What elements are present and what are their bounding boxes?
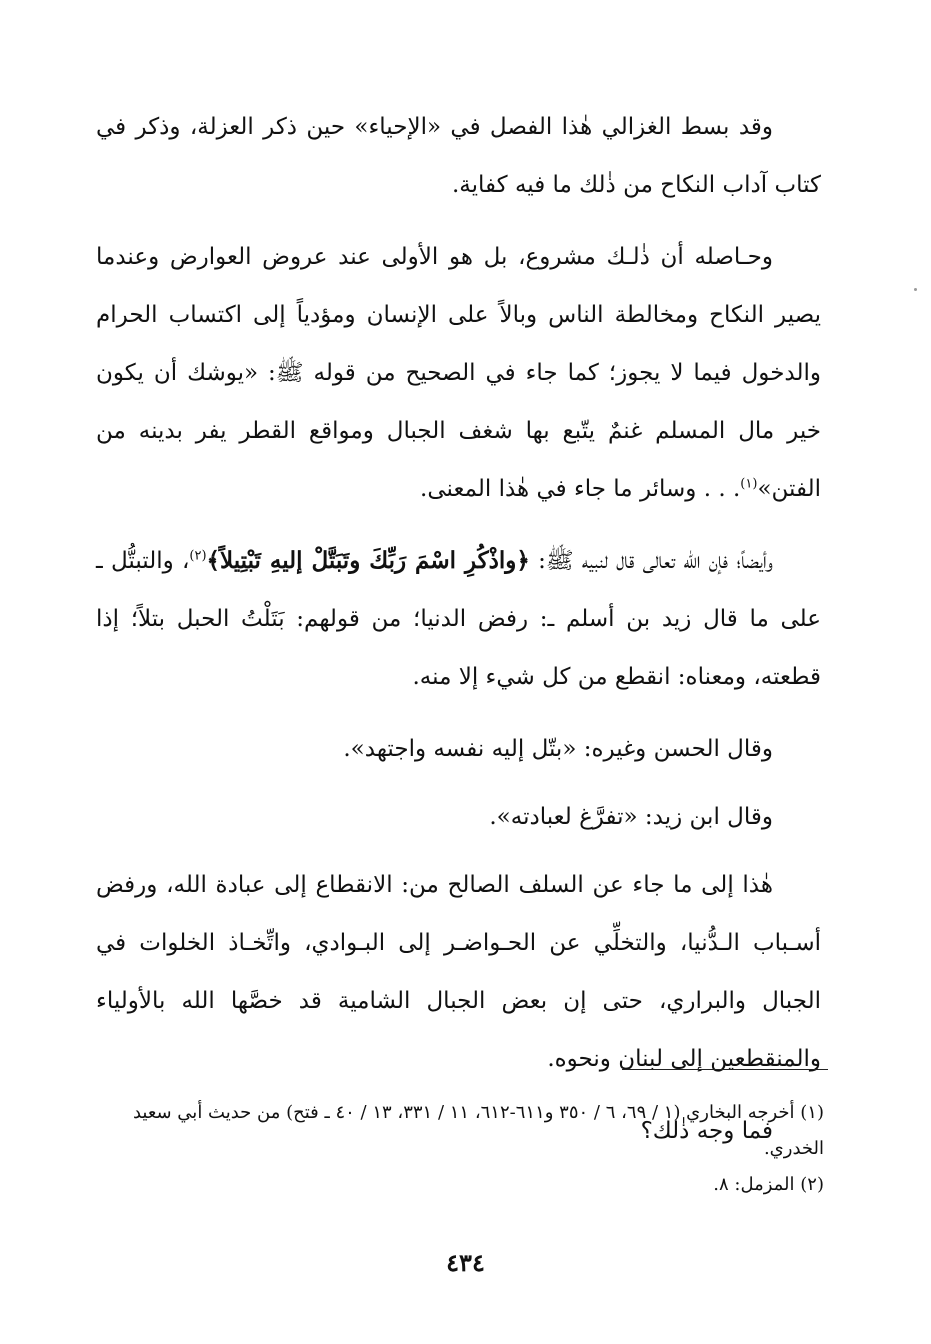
paragraph-3-tail: ، والتبتُّل ـ على ما قال زيد بن أسلم ـ: رفض الدنيا؛ من قولهم: بَتَلْتُ الحبل بتلاً؛ إذا قطعته، ومعناه: انقطع من كل شيء إلا منه. (96, 548, 821, 690)
paragraph-3 (96, 532, 821, 706)
main-text (96, 98, 821, 1174)
paragraph-1: وقد بسط الغزالي هٰذا الفصل في «الإحياء» حين ذكر العزلة، وذكر في كتاب آداب النكاح من ذٰلك ما فيه كفاية. (96, 114, 821, 198)
paragraph-2-body: وحـاصله أن ذٰلـك مشروع، بل هو الأولى عند عروض العوارض وعندما يصير النكاح ومخالطة الناس وبالاً على الإنسان ومؤدياً إلى اكتساب الحرام والدخول فيما لا يجوز؛ كما جاء في الصحيح من قوله ﷺ: «يوشك أن يكون خير مال المسلم غنمٌ يتّبع بها شغف الجبال ومواقع القطر يفر بدينه من الفتن» (96, 244, 821, 502)
paragraph-4: وقال الحسن وغيره: «بتّل إليه نفسه واجتهد». (343, 736, 773, 762)
footnote-2: (٢) المزمل: ٨. (713, 1174, 824, 1195)
paragraph-7: فما وجه ذٰلك؟ (640, 1118, 773, 1144)
footnote-marker-1: (١) (740, 476, 758, 492)
paragraph-2 (96, 228, 821, 518)
footnotes (96, 1095, 824, 1203)
paragraph-5: وقال ابن زيد: «تفرَّغ لعبادته». (489, 804, 773, 830)
footnote-1: (١) أخرجه البخاري (١ / ٦٩، ٦ / ٣٥٠ و٦١١-٦١٢، ١١ / ٣٣١، ١٣ / ٤٠ ـ فتح) من حديث أبي سعيد الخدري. (132, 1102, 824, 1159)
scan-speck (914, 288, 917, 291)
footnote-separator (622, 1069, 828, 1070)
footnote-marker-2: (٢) (189, 548, 207, 564)
quran-verse: ﴿واذْكُرِ اسْمَ رَبِّكَ وتَبَتَّلْ إليهِ تَبْتِيلاً﴾ (206, 547, 530, 574)
paragraph-6: هٰذا إلى ما جاء عن السلف الصالح من: الانقطاع إلى عبادة الله، ورفض أسـباب الـدُّنيا، والتخلِّي عن الحـواضـر إلى البـوادي، واتِّخـاذ الخلوات في الجبال والبراري، حتى إن بعض الجبال الشامية قد خصَّها الله بالأولياء والمنقطعين إلى لبنان ونحوه. (96, 872, 821, 1072)
paragraph-2-tail: . . . وسائر ما جاء في هٰذا المعنى. (420, 476, 741, 502)
paragraph-3-intro: وأيضاً؛ فإن الله تعالى قال لنبيه ﷺ: (538, 548, 774, 574)
page-number: ٤٣٤ (446, 1248, 485, 1277)
